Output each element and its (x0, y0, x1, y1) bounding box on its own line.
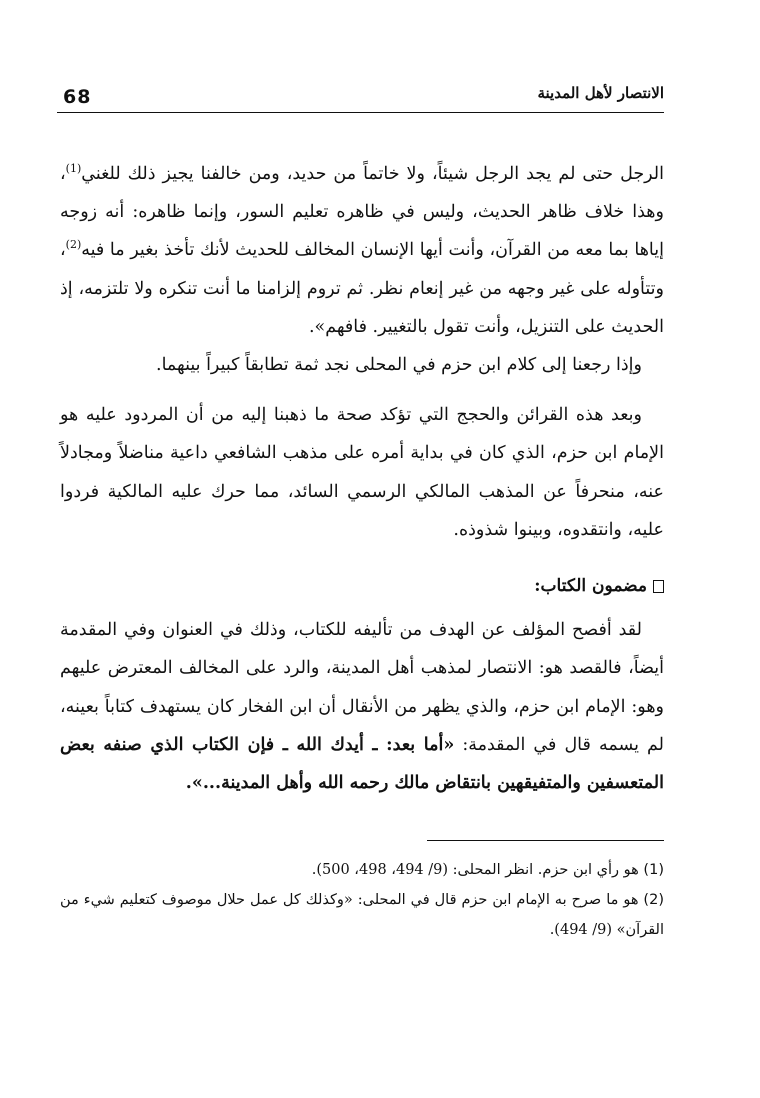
paragraph-2: وإذا رجعنا إلى كلام ابن حزم في المحلى نجد ثمة تطابقاً كبيراً بينهما. (156, 355, 642, 376)
section-heading-text: مضمون الكتاب: (534, 576, 647, 597)
paragraph-4-text: لقد أفصح المؤلف عن الهدف من تأليفه للكتاب، وذلك في العنوان وفي المقدمة أيضاً، فالقصد هو: الانتصار لمذهب أهل المدينة، والرد على المخالف المعترض عليهم وهو: الإمام ابن حزم، والذي يظهر من الأنقال أن ابن الفخار كان يستهدف كتاباً بعينه، لم يسمه قال في المقدمة: (60, 620, 665, 755)
running-title: الانتصار لأهل المدينة (537, 84, 664, 102)
box-bullet-icon (653, 580, 664, 593)
footnotes (60, 855, 664, 945)
footnote-2 (60, 885, 664, 945)
paragraph-gap (60, 384, 664, 396)
header-divider (57, 112, 664, 113)
footnote-1-mark: (1) (643, 862, 664, 878)
footnote-2-text: هو ما صرح به الإمام ابن حزم قال في المحلى: «وكذلك كل عمل حلال موصوف كتعليم شيء من القرآن» (9/ 494). (60, 892, 664, 938)
footnote-1-text: هو رأي ابن حزم. انظر المحلى: (9/ 494، 498، 500). (311, 862, 639, 878)
quoted-passage: «أما بعد: ـ أيدك الله ـ فإن الكتاب الذي صنفه بعض المتعسفين والمتفيقهين بانتقاض مالك رحمه الله وأهل المدينة...». (60, 734, 664, 794)
paragraph-1 (60, 155, 664, 346)
paragraph-1-text-c: ، وتتأوله على غير وجهه من غير إنعام نظر. ثم تروم إلزامنا ما أنت تنكره ولا تلتزمه، إذ الحديث على التنزيل، وأنت تقول بالتغيير. فافهم». (60, 240, 664, 337)
footnote-divider (427, 840, 664, 841)
page-header (57, 84, 664, 110)
paragraph-3: وبعد هذه القرائن والحجج التي تؤكد صحة ما ذهبنا إليه من أن المردود عليه هو الإمام ابن حزم، الذي كان في بداية أمره على مذهب الشافعي داعية مناضلاً ومجادلاً عنه، منحرفاً عن المذهب المالكي الرسمي السائد، مما حرك عليه المالكية فردوا عليه، وانتقدوه، وبينوا شذوذه. (60, 405, 664, 540)
paragraph-4 (60, 611, 664, 802)
footnote-ref-1[interactable]: (1) (65, 162, 82, 176)
footnote-ref-2[interactable]: (2) (65, 238, 82, 252)
main-text (60, 155, 664, 802)
footnote-2-mark: (2) (643, 892, 664, 908)
footnote-1 (60, 855, 664, 885)
paragraph-1-text-a: الرجل حتى لم يجد الرجل شيئاً، ولا خاتماً من حديد، ومن خالفنا يجيز ذلك للغني (81, 164, 664, 184)
section-heading (60, 567, 664, 605)
page-number: 68 (63, 86, 92, 108)
paragraph-1-text-b: ، وهذا خلاف ظاهر الحديث، وليس في ظاهره تعليم السور، وإنما ظاهره: أنه زوجه إياها بما معه من القرآن، وأنت أيها الإنسان المخالف للحديث لأنك تأخذ بغير ما فيه (60, 164, 664, 261)
